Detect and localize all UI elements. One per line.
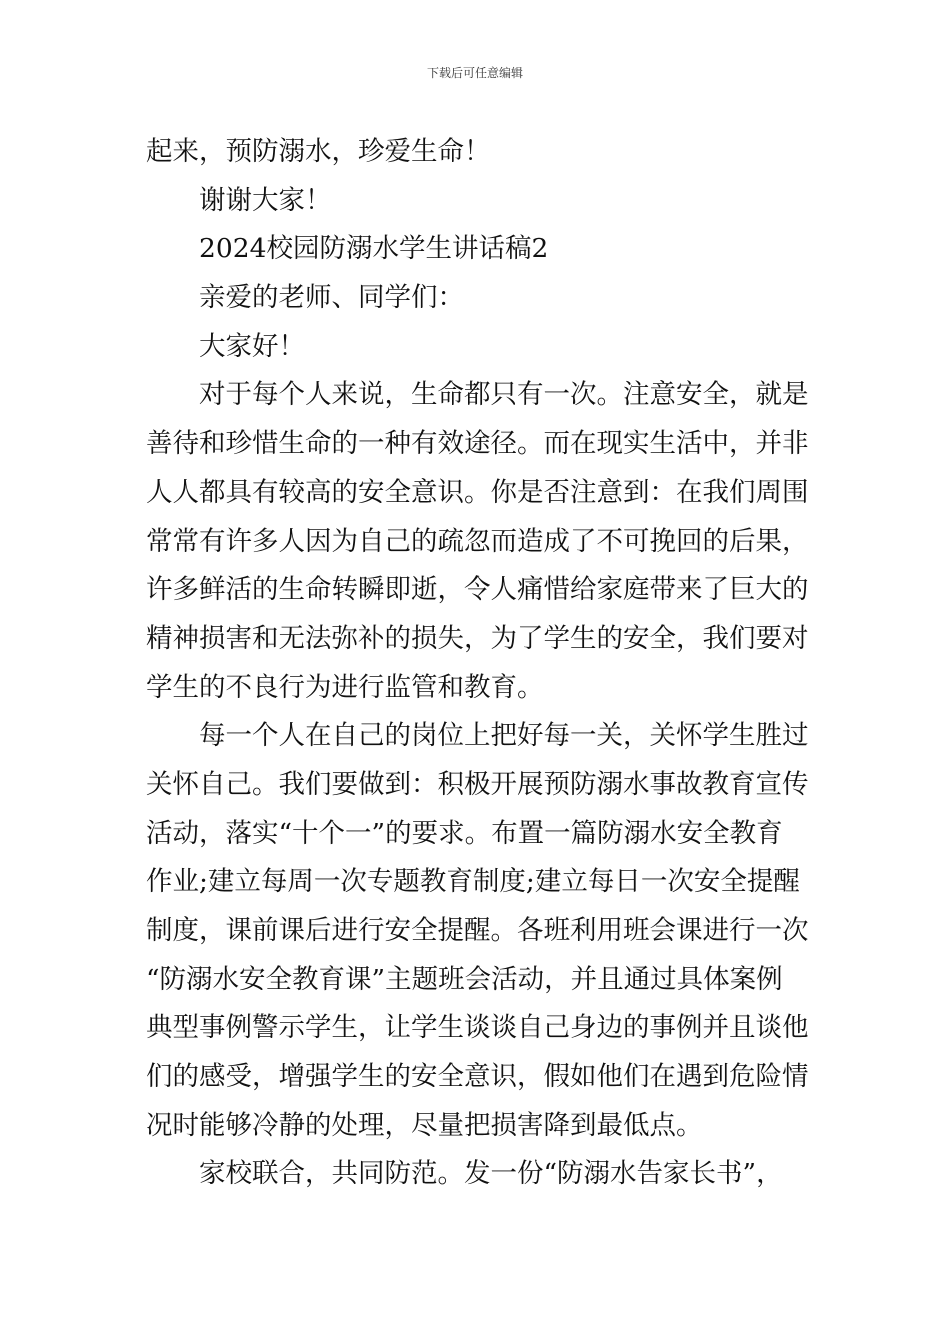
- text-line: 制度，课前课后进行安全提醒。各班利用班会课进行一次: [146, 915, 809, 946]
- text-line: 典型事例警示学生，让学生谈谈自己身边的事例并且谈他: [146, 1012, 809, 1044]
- text-line: 人人都具有较高的安全意识。你是否注意到：在我们周围: [146, 476, 809, 508]
- text-line: 谢谢大家！: [199, 184, 332, 216]
- text-line: 起来，预防溺水，珍爱生命！: [146, 136, 491, 167]
- text-line: 对于每个人来说，生命都只有一次。注意安全，就是: [199, 379, 809, 411]
- text-line: 善待和珍惜生命的一种有效途径。而在现实生活中，并非: [146, 428, 809, 460]
- text-line: 们的感受，增强学生的安全意识，假如他们在遇到危险情: [146, 1061, 809, 1093]
- text-line: 作业;建立每周一次专题教育制度;建立每日一次安全提醒: [146, 866, 800, 898]
- document-body: [146, 128, 810, 1199]
- text-line: “防溺水安全教育课”主题班会活动，并且通过具体案例: [146, 963, 783, 995]
- text-line: 家校联合，共同防范。发一份“防溺水告家长书”，: [199, 1158, 783, 1190]
- text-line: 况时能够冷静的处理，尽量把损害降到最低点。: [146, 1109, 703, 1141]
- text-line: 亲爱的老师、同学们：: [199, 282, 464, 314]
- text-line: 大家好！: [199, 330, 305, 362]
- text-line: 许多鲜活的生命转瞬即逝，令人痛惜给家庭带来了巨大的: [146, 574, 809, 606]
- text-line: 精神损害和无法弥补的损失，为了学生的安全，我们要对: [146, 622, 809, 654]
- text-line: 每一个人在自己的岗位上把好每一关，关怀学生胜过: [199, 720, 809, 752]
- text-line: 2024校园防溺水学生讲话稿2: [199, 233, 549, 265]
- text-line: 关怀自己。我们要做到：积极开展预防溺水事故教育宣传: [146, 768, 809, 800]
- page-header-note: 下载后可任意编辑: [426, 66, 523, 80]
- text-line: 常常有许多人因为自己的疏忽而造成了不可挽回的后果，: [146, 525, 809, 557]
- text-line: 学生的不良行为进行监管和教育。: [146, 671, 544, 703]
- text-line: 活动，落实“十个一”的要求。布置一篇防溺水安全教育: [146, 817, 783, 849]
